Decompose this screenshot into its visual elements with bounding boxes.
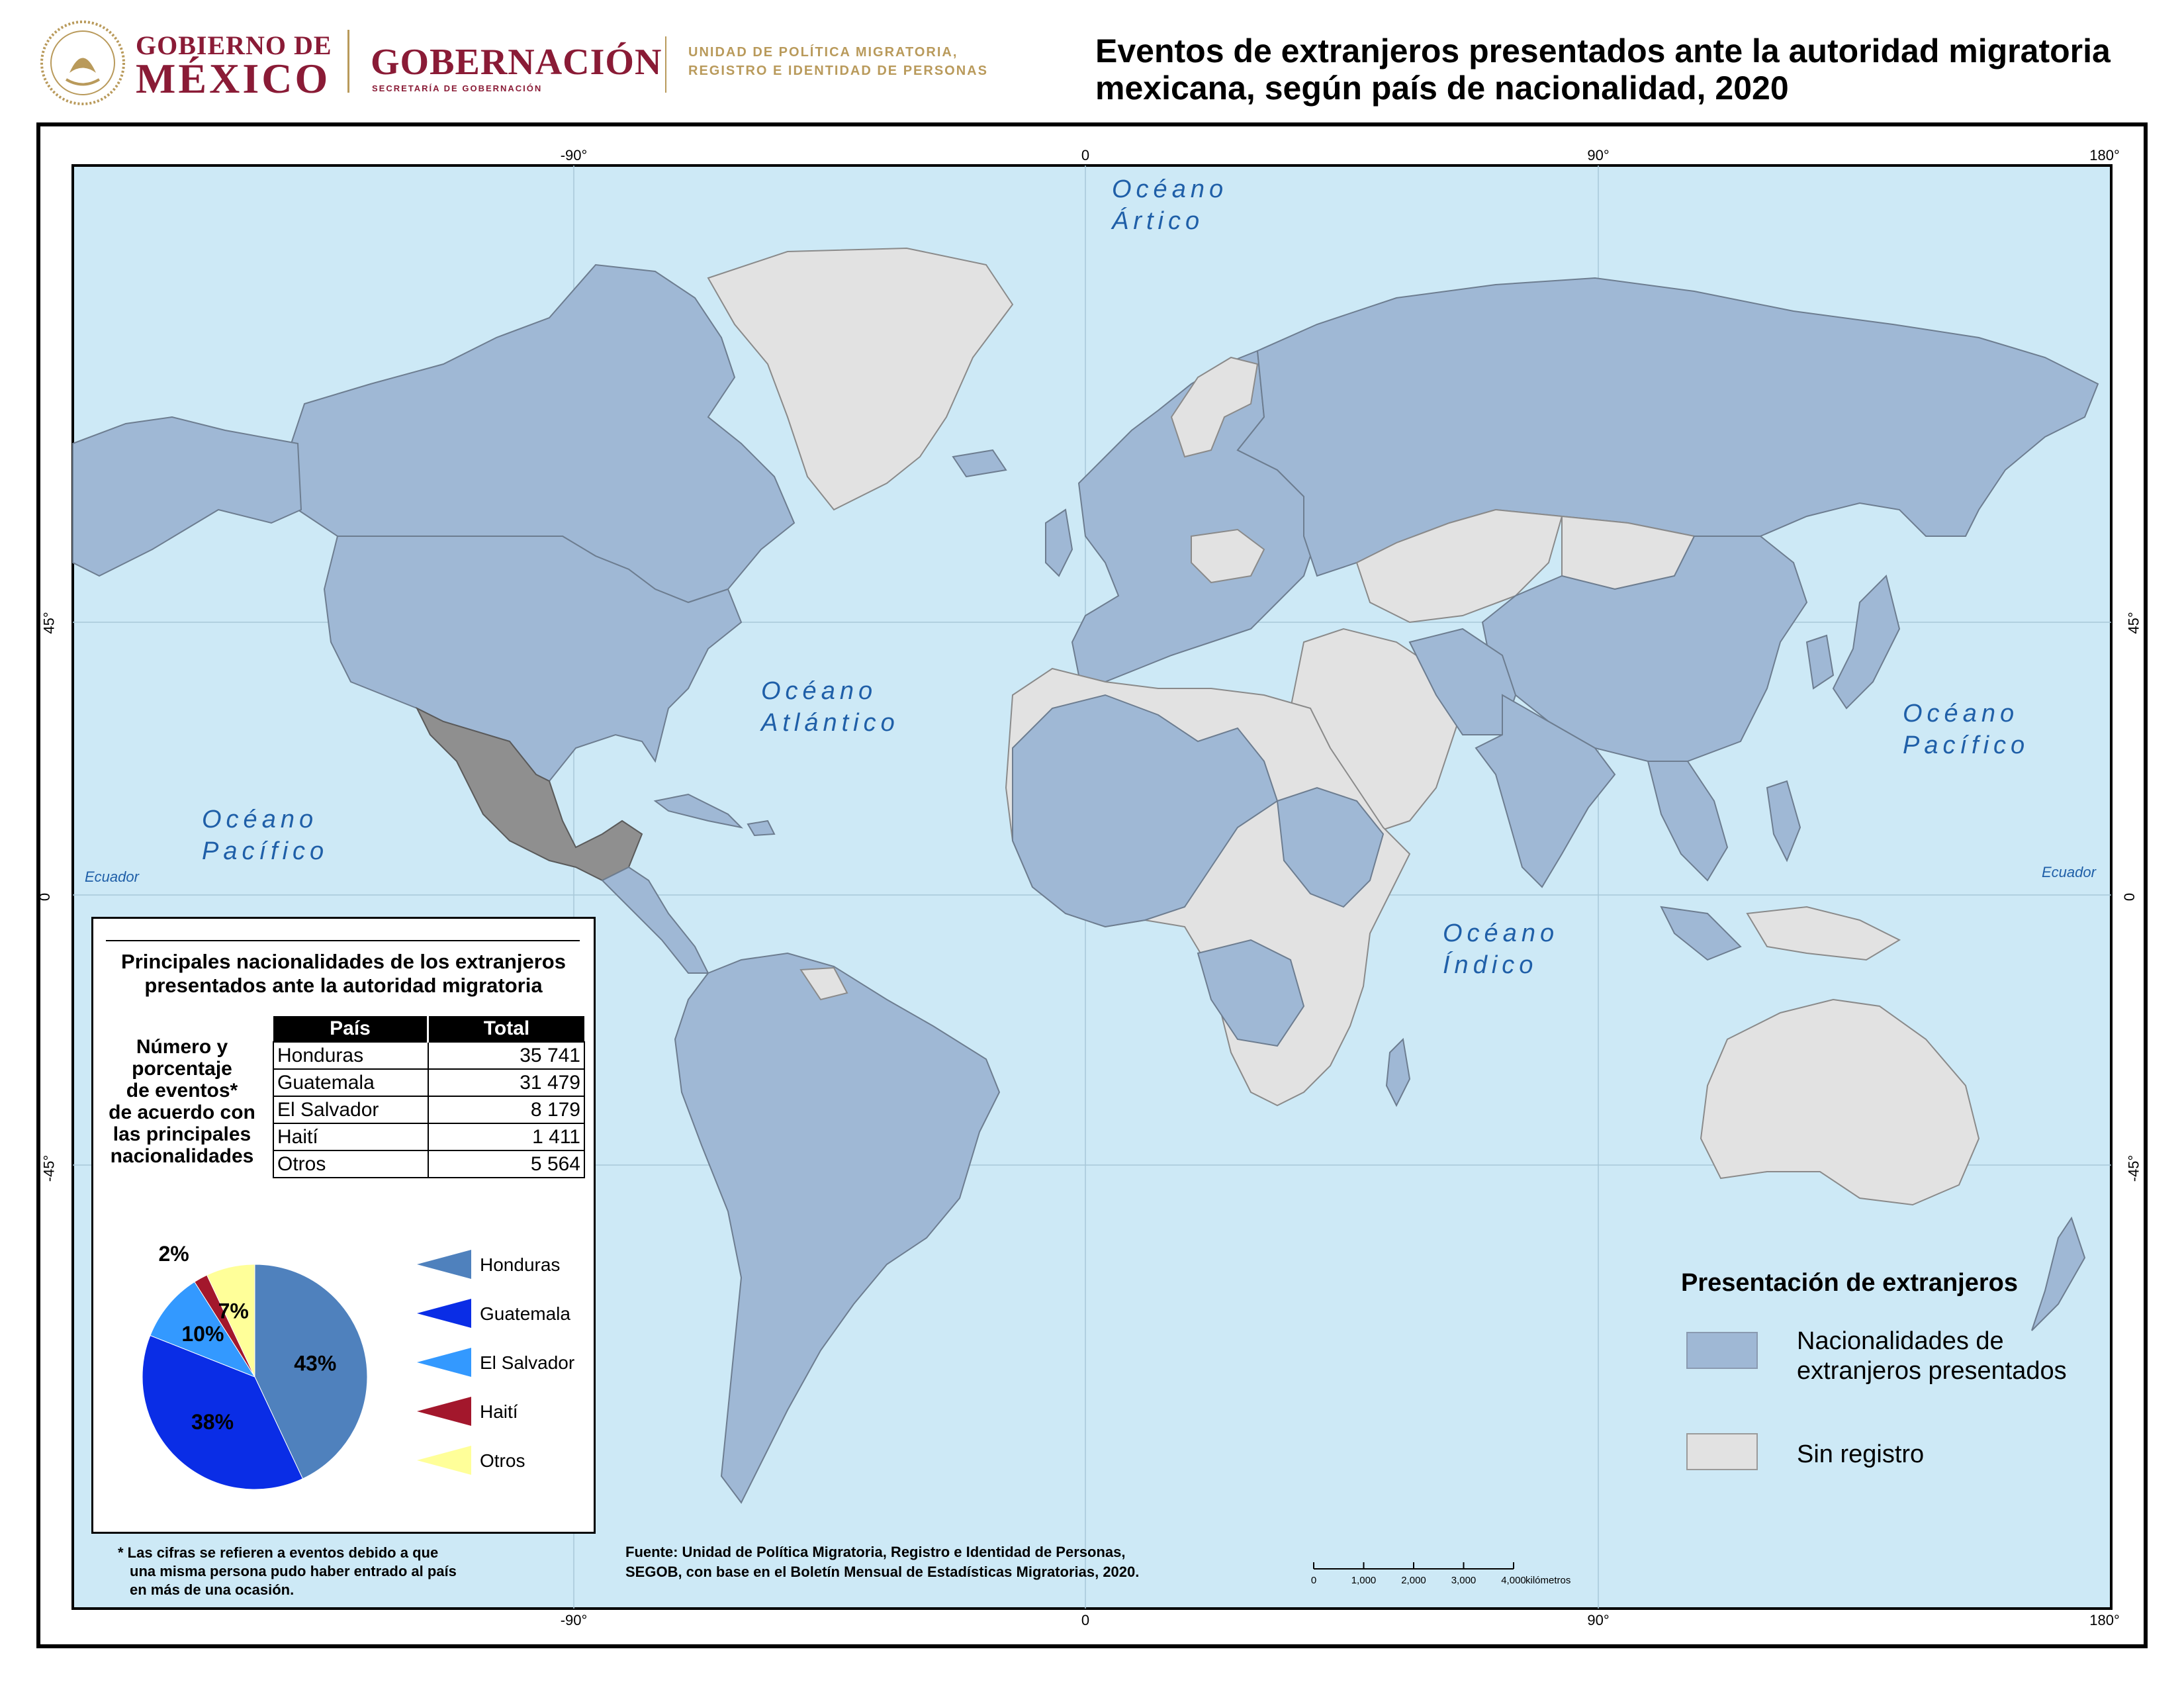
- pie-label: 10%: [181, 1321, 224, 1346]
- legend-swatch-no-record: [1686, 1433, 1758, 1470]
- side-note-line: las principales: [113, 1123, 251, 1145]
- legend-swatch-haiti: [417, 1397, 471, 1426]
- pie-slices: [142, 1264, 367, 1489]
- table-row: [273, 1042, 584, 1069]
- side-note-line: de acuerdo con: [109, 1102, 255, 1123]
- pie-legend-label: Guatemala: [480, 1303, 570, 1324]
- table-row: [273, 1096, 584, 1123]
- mexico-text: MÉXICO: [136, 55, 331, 102]
- ocean-label-artico: Ártico: [1112, 207, 1205, 235]
- equator-label: Ecuador: [2042, 864, 2096, 880]
- graticule-right-label: 0: [2121, 892, 2138, 902]
- side-note-line: nacionalidades: [110, 1145, 254, 1167]
- inset-title-line1: Principales nacionalidades de los extranjeros: [121, 950, 566, 973]
- legend-swatch-presented: [1686, 1332, 1758, 1369]
- scale-label: 4,000: [1501, 1575, 1526, 1586]
- side-note-line: de eventos*: [126, 1080, 238, 1102]
- gobierno-de-text: GOBIERNO DE: [136, 30, 332, 60]
- source-line: Fuente: Unidad de Política Migratoria, Registro e Identidad de Personas,: [625, 1544, 1126, 1560]
- scale-unit: kilómetros: [1525, 1575, 1571, 1586]
- pie-legend: [410, 1244, 596, 1496]
- pie-legend-label: Haití: [480, 1401, 518, 1422]
- nationalities-table: [273, 1016, 585, 1178]
- graticule-right-label: 45°: [2125, 612, 2142, 634]
- graticule-left-label: 45°: [40, 612, 58, 634]
- gobernacion-text: GOBERNACIÓN: [371, 42, 662, 83]
- ocean-label-artico: Océano: [1112, 175, 1228, 203]
- graticule-top-label: 90°: [1587, 147, 1610, 164]
- graticule-top-label: 180°: [2089, 147, 2120, 164]
- pie-label: 38%: [191, 1410, 234, 1434]
- inset-rule: [106, 940, 580, 941]
- pie-legend-label: Honduras: [480, 1254, 561, 1275]
- scale-label: 2,000: [1401, 1575, 1426, 1586]
- source-line: SEGOB, con base en el Boletín Mensual de Estadísticas Migratorias, 2020.: [625, 1564, 1140, 1580]
- ocean-label-indico: Índico: [1443, 951, 1538, 979]
- table-cell-pais: Guatemala: [273, 1069, 428, 1096]
- legend-swatch-guatemala: [417, 1299, 471, 1328]
- equator-label: Ecuador: [85, 868, 139, 885]
- mexico-coat-of-arms-icon: [36, 17, 129, 109]
- graticule-bottom-label: -90°: [560, 1612, 588, 1628]
- pie-label: 43%: [294, 1351, 337, 1376]
- pie-legend-items: [417, 1250, 574, 1475]
- secretaria-text: SECRETARÍA DE GOBERNACIÓN: [372, 83, 543, 93]
- legend-label-no-record: Sin registro: [1797, 1440, 1925, 1468]
- inset-title-line2: presentados ante la autoridad migratoria: [144, 974, 543, 997]
- map-title-line2: mexicana, según país de nacionalidad, 2020: [1095, 70, 1789, 107]
- graticule-left-label: 0: [36, 892, 54, 902]
- graticule-bottom-label: 0: [1081, 1612, 1090, 1628]
- pie-legend-label: El Salvador: [480, 1352, 575, 1373]
- source-note: [625, 1542, 1287, 1582]
- ocean-label-indico: Océano: [1443, 919, 1559, 947]
- graticule-top-label: -90°: [560, 147, 588, 164]
- ocean-label-atlantico: Atlántico: [761, 709, 899, 737]
- legend-title: Presentación de extranjeros: [1681, 1269, 2018, 1297]
- table-cell-total: 8 179: [428, 1096, 585, 1123]
- ocean-label-atlantico: Océano: [761, 677, 878, 705]
- table-cell-total: 35 741: [428, 1042, 585, 1069]
- legend-label-presented: Nacionalidades de: [1797, 1327, 2004, 1355]
- header-divider: [347, 30, 349, 93]
- footnote-line: en más de una ocasión.: [130, 1581, 295, 1598]
- table-header-total: Total: [428, 1016, 585, 1042]
- unidad-text-line2: REGISTRO E IDENTIDAD DE PERSONAS: [688, 64, 988, 78]
- pie-label: 2%: [158, 1241, 189, 1266]
- graticule-left-label: -45°: [40, 1154, 58, 1182]
- pie-legend-label: Otros: [480, 1450, 525, 1471]
- ocean-label-pacifico-east: Pacífico: [1903, 731, 2030, 759]
- scale-label: 1,000: [1351, 1575, 1377, 1586]
- footnote-line: * Las cifras se refieren a eventos debido a que: [118, 1544, 439, 1561]
- ocean-label-pacifico-east: Océano: [1903, 700, 2019, 727]
- table-header-row: [273, 1016, 584, 1042]
- ocean-label-pacifico-west: Océano: [202, 806, 318, 833]
- table-cell-pais: Haití: [273, 1123, 428, 1150]
- scale-bar: [1307, 1556, 1598, 1595]
- map-title-line1: Eventos de extranjeros presentados ante la autoridad migratoria: [1095, 32, 2111, 70]
- graticule-right-label: -45°: [2125, 1154, 2142, 1182]
- table-header-pais: País: [273, 1016, 428, 1042]
- scale-label: 3,000: [1451, 1575, 1477, 1586]
- graticule-bottom-label: 180°: [2089, 1612, 2120, 1628]
- table-row: [273, 1123, 584, 1150]
- footnote: [118, 1544, 548, 1599]
- footnote-line: una misma persona pudo haber entrado al país: [130, 1563, 457, 1579]
- table-cell-total: 1 411: [428, 1123, 585, 1150]
- legend-swatch-otros: [417, 1446, 471, 1475]
- legend-swatch-honduras: [417, 1250, 471, 1279]
- graticule-bottom-label: 90°: [1587, 1612, 1610, 1628]
- legend-label-presented: extranjeros presentados: [1797, 1357, 2067, 1385]
- side-note-line: Número y: [136, 1036, 228, 1058]
- table-row: [273, 1150, 584, 1178]
- table-cell-total: 5 564: [428, 1150, 585, 1178]
- graticule-top-label: 0: [1081, 147, 1090, 164]
- legend-swatch-el-salvador: [417, 1348, 471, 1377]
- table-cell-pais: Honduras: [273, 1042, 428, 1069]
- pie-label: 7%: [218, 1299, 249, 1323]
- table-cell-total: 31 479: [428, 1069, 585, 1096]
- inset-side-note: [96, 1036, 268, 1167]
- table-row: [273, 1069, 584, 1096]
- side-note-line: porcentaje: [132, 1058, 232, 1080]
- header-divider: [665, 36, 666, 93]
- unidad-text-line1: UNIDAD DE POLÍTICA MIGRATORIA,: [688, 45, 958, 60]
- scale-label: 0: [1310, 1575, 1317, 1586]
- table-cell-pais: Otros: [273, 1150, 428, 1178]
- table-cell-pais: El Salvador: [273, 1096, 428, 1123]
- ocean-label-pacifico-west: Pacífico: [202, 837, 329, 865]
- pie-chart: [93, 1238, 437, 1496]
